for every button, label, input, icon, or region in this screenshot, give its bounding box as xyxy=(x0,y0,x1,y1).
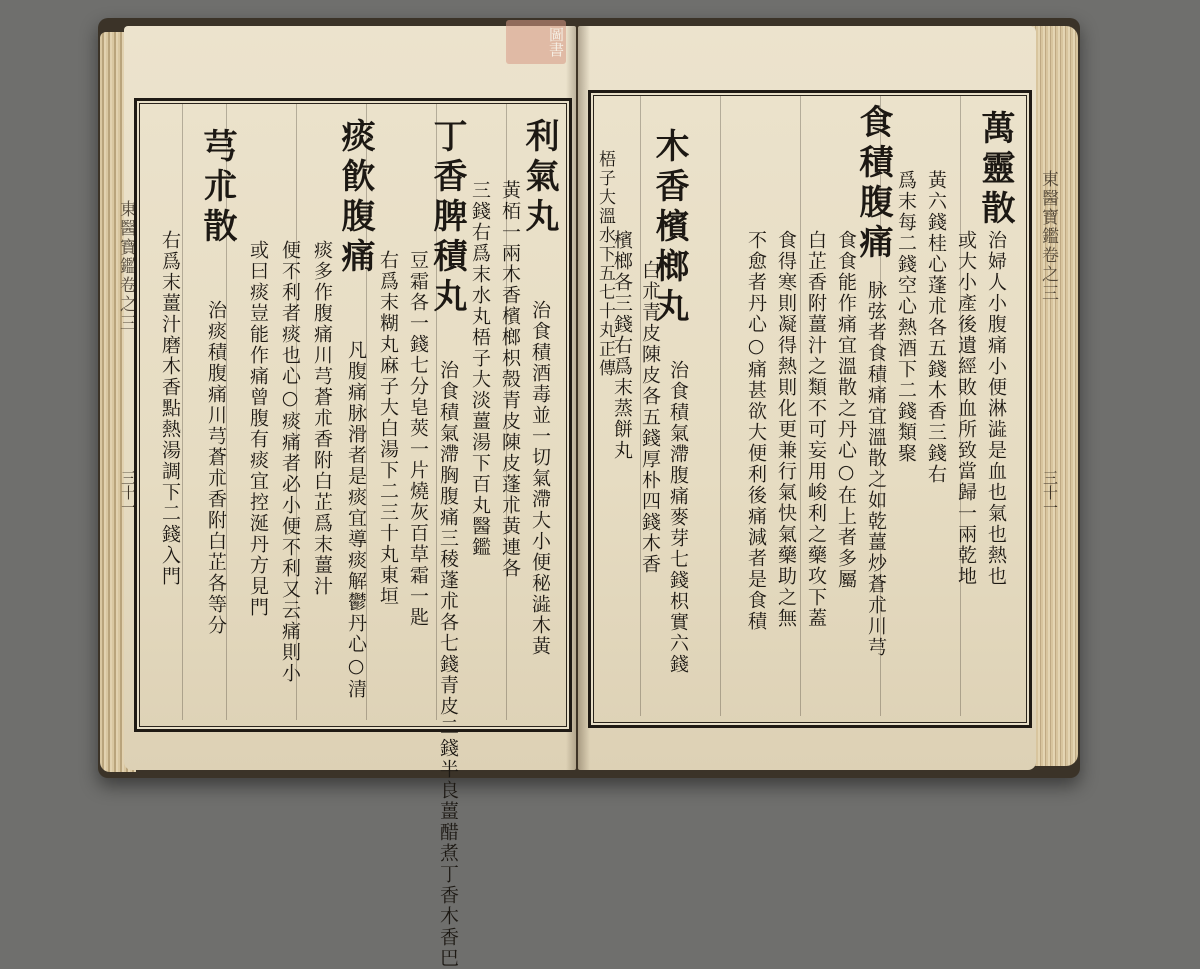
text-column: 豆霜各一錢七分皂莢一片燒灰百草霜一匙 xyxy=(407,250,429,628)
column-rule xyxy=(720,96,721,716)
text-column: 治婦人小腹痛小便淋澁是血也氣也熱也 xyxy=(985,230,1007,587)
text-column: 黃栢一兩木香檳榔枳殼青皮陳皮蓬朮黃連各 xyxy=(499,180,521,579)
text-column: 食得寒則凝得熱則化更兼行氣快氣藥助之無 xyxy=(775,230,797,629)
heading-muxiang-binglang-wan: 木香檳榔丸 xyxy=(649,128,689,328)
text-column: 食食能作痛宜溫散之丹心○在上者多屬 xyxy=(835,230,857,590)
text-column: 右爲末薑汁磨木香點熱湯調下二錢入門 xyxy=(159,230,181,587)
text-column: 白朮青皮陳皮各五錢厚朴四錢木香 xyxy=(639,260,661,575)
heading-liqi-wan: 利氣丸 xyxy=(519,118,559,238)
right-folio: 三十一 xyxy=(1041,470,1059,515)
left-margin-title: 東醫寶鑑卷之三 xyxy=(116,200,136,333)
text-column: 白芷香附薑汁之類不可妄用峻利之藥攻下蓋 xyxy=(805,230,827,629)
right-margin-title: 東醫寶鑑卷之三 xyxy=(1038,170,1058,303)
text-column: 便不利者痰也心○痰痛者必小便不利又云痛則小 xyxy=(279,240,301,684)
text-column: 三錢右爲末水丸梧子大淡薑湯下百丸醫鑑 xyxy=(469,180,491,558)
text-column: 梧子大溫水下五七十丸正傳 xyxy=(595,150,615,378)
left-folio: 三十一 xyxy=(119,470,137,515)
heading-shiji-futong: 食積腹痛 xyxy=(853,104,893,264)
heading-xiongzhu-san: 芎朮散 xyxy=(197,128,237,248)
text-column: 或曰痰豈能作痛曾腹有痰宜控涎丹方見門 xyxy=(247,240,269,618)
library-seal: 圖書 xyxy=(506,20,566,64)
text-column: 右爲末糊丸麻子大白湯下二三十丸東垣 xyxy=(377,250,399,607)
text-column: 爲末每二錢空心熱酒下二錢類聚 xyxy=(895,170,917,464)
heading-wanling-san: 萬靈散 xyxy=(975,110,1015,230)
text-column: 痰多作腹痛川芎蒼朮香附白芷爲末薑汁 xyxy=(311,240,333,597)
text-column: 檳榔各三錢右爲末蒸餅丸 xyxy=(611,230,633,461)
text-column: 凡腹痛脉滑者是痰宜導痰解鬱丹心○清 xyxy=(345,340,367,700)
heading-tanyin-futong: 痰飮腹痛 xyxy=(335,118,375,278)
text-column: 脉弦者食積痛宜溫散之如乾薑炒蒼朮川芎 xyxy=(865,280,887,658)
text-column: 不愈者丹心○痛甚欲大便利後痛減者是食積 xyxy=(745,230,767,632)
column-rule xyxy=(800,96,801,716)
text-column: 治食積酒毒並一切氣滯大小便秘澁木黃 xyxy=(529,300,551,657)
text-column: 治食積氣滯腹痛麥芽七錢枳實六錢 xyxy=(667,360,689,675)
column-rule xyxy=(182,104,183,720)
heading-dingxiang-piji-wan: 丁香脾積丸 xyxy=(427,118,467,318)
text-column: 治食積氣滯胸腹痛三稜蓬朮各七錢青皮二錢半良薑醋煮丁香木香巴 xyxy=(437,360,459,969)
text-column: 或大小產後遺經敗血所致當歸一兩乾地 xyxy=(955,230,977,587)
text-column: 黃六錢桂心蓬朮各五錢木香三錢右 xyxy=(925,170,947,485)
text-column: 治痰積腹痛川芎蒼朮香附白芷各等分 xyxy=(205,300,227,636)
